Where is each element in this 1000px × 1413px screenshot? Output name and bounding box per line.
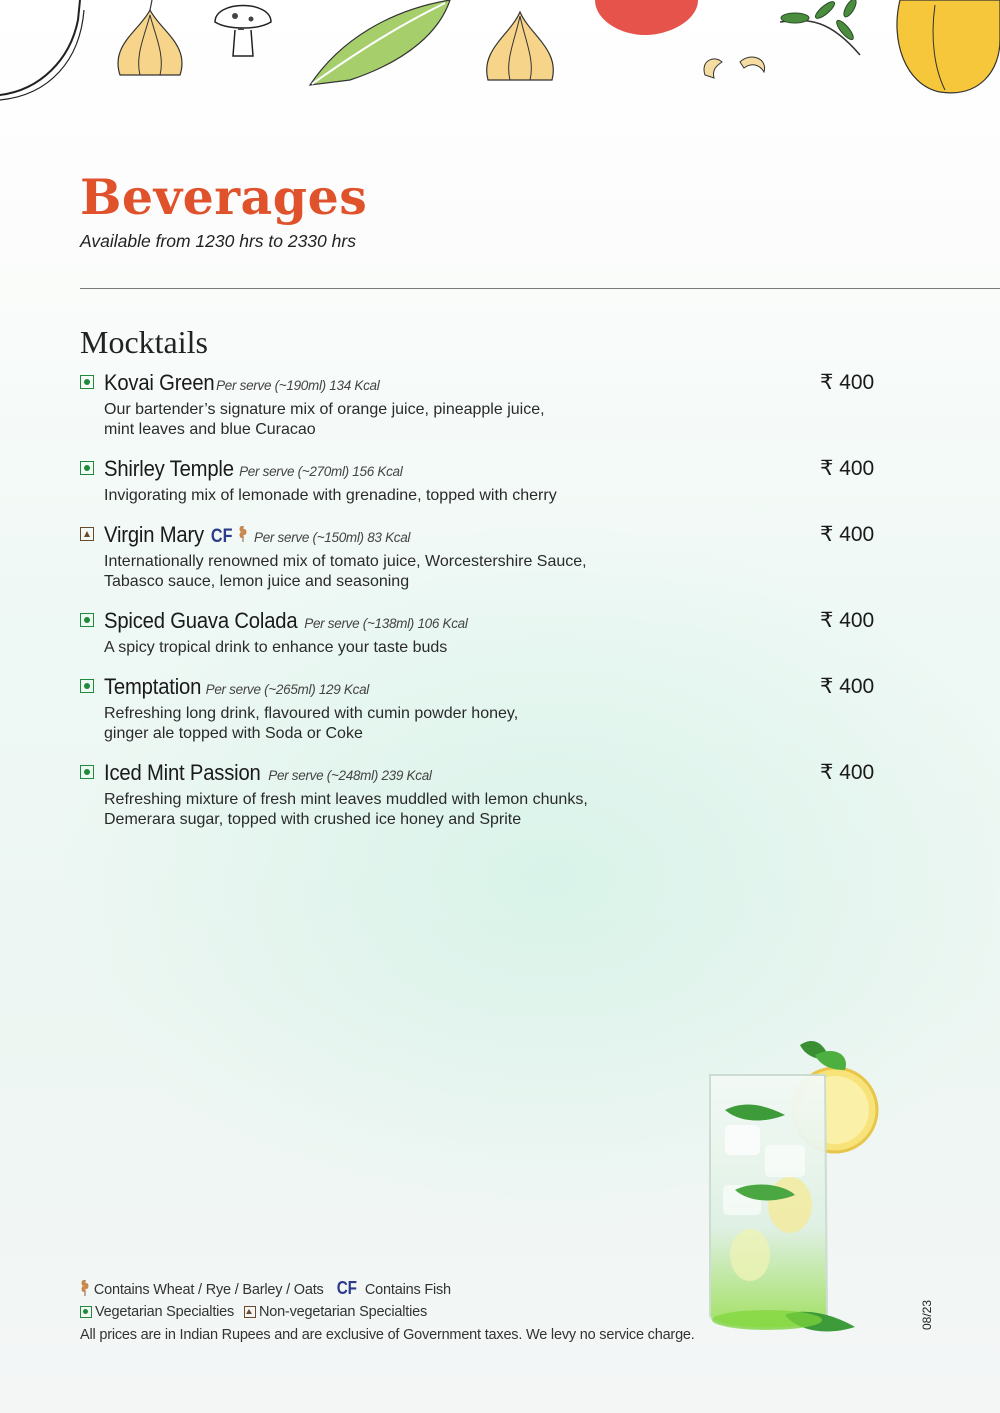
- mushroom-illustration: [215, 6, 271, 57]
- item-price: ₹ 400: [820, 761, 875, 784]
- chili-illustration: [0, 0, 80, 95]
- item-description: Refreshing long drink, flavoured with cumin powder honey, ginger ale topped with Soda or Coke: [104, 705, 519, 742]
- item-name: Iced Mint Passion: [104, 760, 261, 785]
- veg-icon: [80, 375, 94, 389]
- menu-item: [80, 522, 880, 592]
- bell-pepper-illustration: [897, 0, 1000, 93]
- veg-icon: [80, 461, 94, 475]
- item-description: Our bartender’s signature mix of orange juice, pineapple juice, mint leaves and blue Curacao: [104, 401, 545, 438]
- item-serving-info: Per serve (~138ml) 106 Kcal: [304, 616, 468, 631]
- item-description: Refreshing mixture of fresh mint leaves muddled with lemon chunks, Demerara sugar, topped with crushed ice honey and Sprite: [104, 791, 588, 828]
- item-serving-info: Per serve (~270ml) 156 Kcal: [239, 464, 403, 479]
- menu-item: [80, 370, 880, 440]
- item-name: Temptation: [104, 674, 202, 699]
- wheat-icon: [238, 524, 248, 542]
- item-serving-info: Per serve (~150ml) 83 Kcal: [253, 530, 411, 545]
- tax-note: All prices are in Indian Rupees and are exclusive of Government taxes. We levy no service charge.: [80, 1327, 695, 1343]
- non-veg-icon: [244, 1306, 256, 1318]
- non-veg-icon: [80, 527, 94, 541]
- garlic-illustration: [118, 0, 182, 75]
- fish-legend-text: Contains Fish: [364, 1282, 451, 1298]
- item-name: Virgin Mary: [104, 522, 204, 547]
- item-price: ₹ 400: [820, 457, 875, 480]
- wheat-legend-text: Contains Wheat / Rye / Barley / Oats: [93, 1282, 324, 1298]
- menu-item: [80, 608, 880, 658]
- contains-fish-badge: CF: [210, 526, 233, 547]
- item-name: Shirley Temple: [104, 456, 234, 481]
- lettuce-illustration: [310, 0, 450, 85]
- allergen-legend: [80, 1278, 451, 1299]
- tomato-illustration: [595, 0, 698, 35]
- item-name: Kovai Green: [104, 370, 215, 395]
- header-divider: [80, 288, 1000, 289]
- veg-icon: [80, 765, 94, 779]
- nonveg-legend-text: Non-vegetarian Specialties: [258, 1304, 428, 1320]
- section-title: Mocktails: [80, 324, 208, 360]
- mojito-glass-illustration: [695, 1015, 895, 1345]
- veg-icon: [80, 1306, 92, 1318]
- item-serving-info: Per serve (~190ml) 134 Kcal: [216, 378, 380, 393]
- veg-legend-text: Vegetarian Specialties: [95, 1304, 235, 1320]
- item-serving-info: Per serve (~248ml) 239 Kcal: [268, 768, 432, 783]
- veg-icon: [80, 613, 94, 627]
- item-description: Invigorating mix of lemonade with grenadine, topped with cherry: [104, 487, 557, 504]
- availability-subtitle: Available from 1230 hrs to 2330 hrs: [80, 231, 356, 251]
- item-serving-info: Per serve (~265ml) 129 Kcal: [205, 682, 369, 697]
- item-price: ₹ 400: [820, 371, 875, 394]
- item-price: ₹ 400: [820, 523, 875, 546]
- item-description: Internationally renowned mix of tomato juice, Worcestershire Sauce, Tabasco sauce, lemon juice and seasoning: [104, 553, 587, 590]
- page-title: Beverages: [80, 168, 368, 226]
- menu-item: [80, 674, 880, 744]
- contains-fish-badge: CF: [337, 1278, 358, 1298]
- diet-legend: [80, 1304, 427, 1320]
- wheat-icon: [80, 1278, 90, 1296]
- menu-item: [80, 760, 880, 830]
- item-description: A spicy tropical drink to enhance your taste buds: [104, 639, 448, 656]
- item-price: ₹ 400: [820, 609, 875, 632]
- page-code: 08/23: [920, 1299, 934, 1330]
- herb-illustration: [780, 0, 860, 55]
- garlic-illustration: [487, 12, 554, 80]
- item-price: ₹ 400: [820, 675, 875, 698]
- item-name: Spiced Guava Colada: [104, 608, 298, 633]
- vegetable-illustration-band: [0, 0, 1000, 110]
- veg-icon: [80, 679, 94, 693]
- menu-item: [80, 456, 880, 506]
- cashew-illustration: [704, 57, 765, 78]
